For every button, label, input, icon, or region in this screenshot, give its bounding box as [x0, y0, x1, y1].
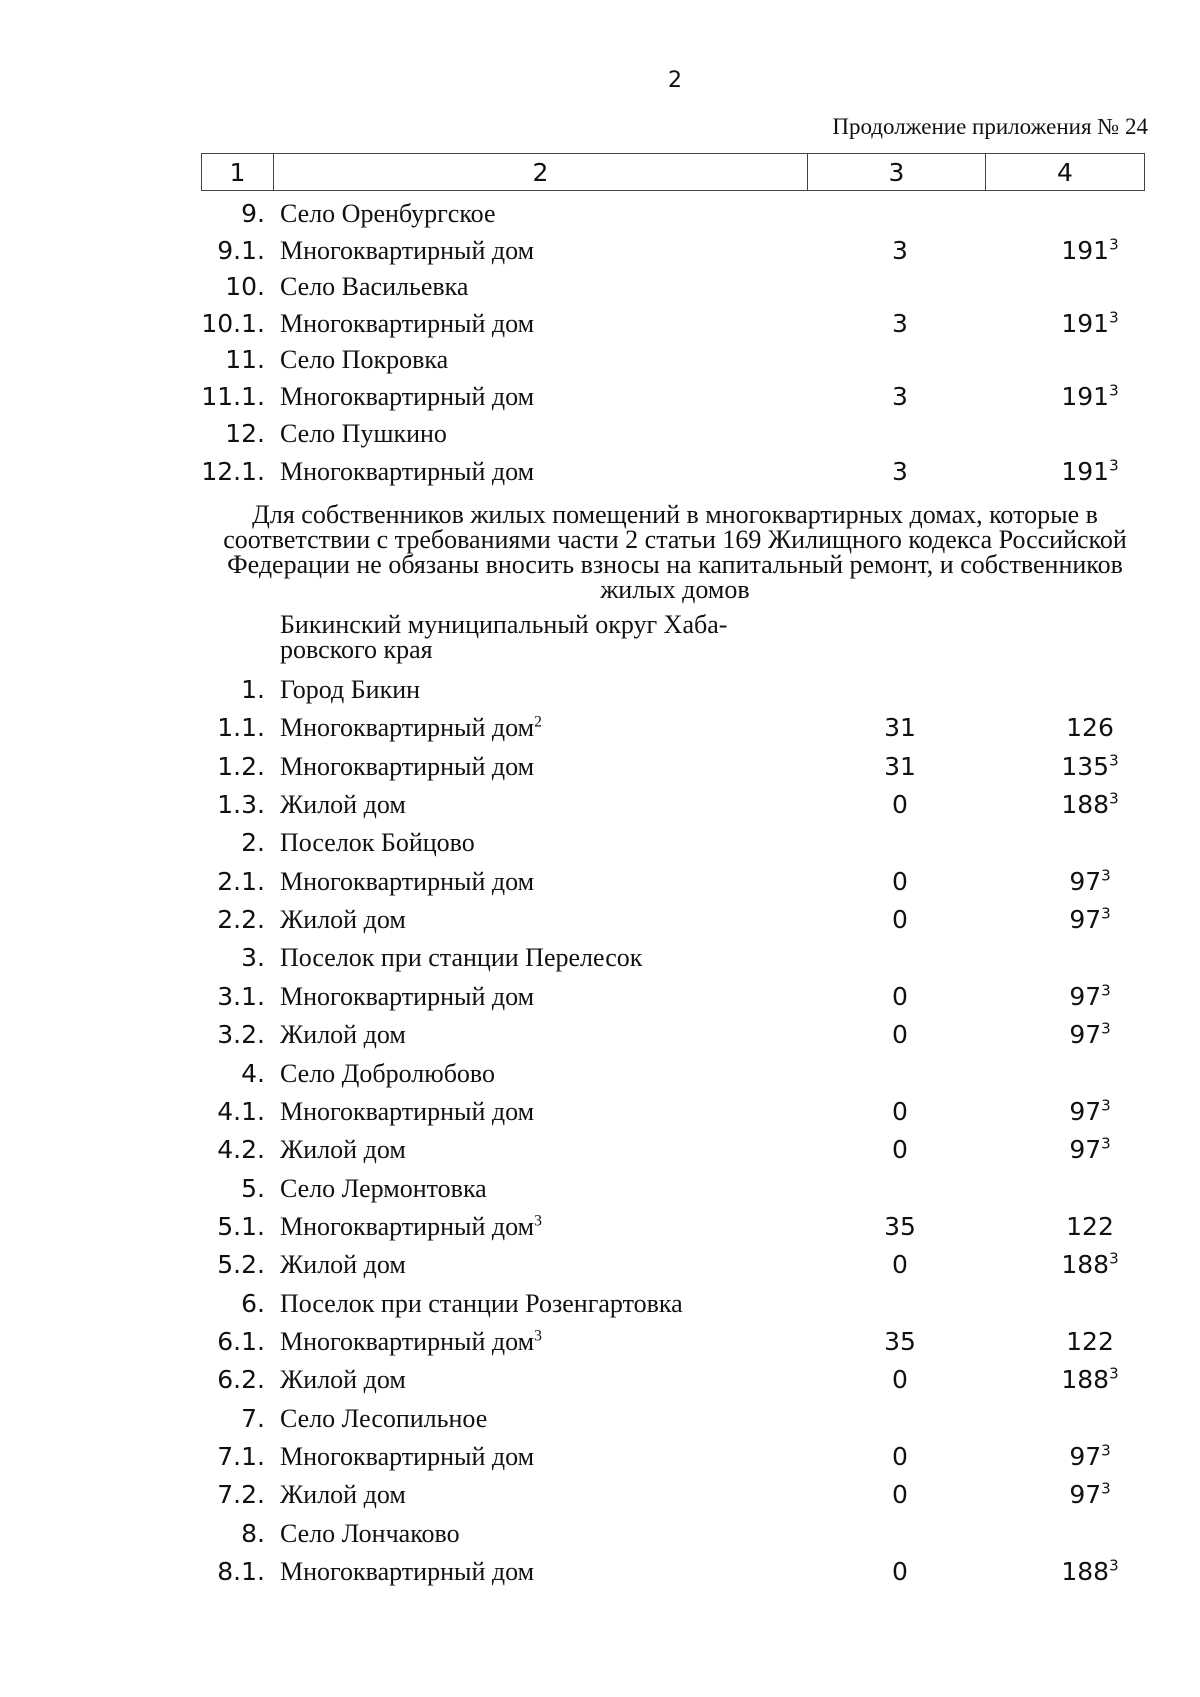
- column-header-row: [202, 154, 1145, 191]
- row-number: 1.3.: [217, 790, 265, 820]
- table-row: [0, 867, 1200, 903]
- row-col3-value: 0: [892, 981, 908, 1011]
- footnote-marker: 2: [534, 713, 542, 731]
- row-col3-value: 0: [892, 1135, 908, 1165]
- row-name: [280, 1174, 487, 1204]
- row-name: [280, 419, 447, 449]
- row-name-text: Многоквартирный дом: [280, 1096, 535, 1126]
- row-number: 6.2.: [217, 1365, 265, 1395]
- table-row: [0, 943, 1200, 979]
- row-col4-text: 97: [1069, 1020, 1102, 1050]
- row-number: 9.: [241, 199, 265, 228]
- table-row: [0, 713, 1200, 749]
- table-row: [0, 457, 1200, 493]
- row-col4-value: [1040, 1135, 1140, 1164]
- row-name-text: Село Оренбургское: [280, 199, 496, 228]
- table-row: [0, 1250, 1200, 1286]
- table-row: [0, 1480, 1200, 1516]
- row-name: [280, 1212, 542, 1242]
- row-number: 7.1.: [217, 1442, 265, 1471]
- footnote-marker: 3: [1109, 308, 1119, 327]
- table-row: [0, 982, 1200, 1018]
- row-name: [280, 943, 642, 973]
- table-row: [0, 1135, 1200, 1171]
- row-name-text: Жилой дом: [280, 1250, 406, 1280]
- row-col4-text: 97: [1069, 1442, 1102, 1471]
- row-col4-value: [1040, 752, 1140, 781]
- row-name: [280, 1365, 406, 1395]
- row-col4-text: 188: [1061, 1557, 1110, 1587]
- row-name: [280, 1059, 495, 1089]
- table-row: [0, 1557, 1200, 1593]
- row-col3-value: 0: [892, 1442, 908, 1471]
- row-number: 3.: [241, 943, 265, 973]
- row-col3-value: 0: [892, 790, 908, 820]
- row-name: [280, 982, 534, 1012]
- table-row: [0, 675, 1200, 711]
- row-col4-value: [1040, 1365, 1140, 1394]
- row-name: [280, 1480, 406, 1510]
- row-col3-value: 3: [892, 382, 908, 411]
- row-number: 2.: [241, 828, 265, 858]
- row-name-text: Поселок при станции Перелесок: [280, 943, 643, 973]
- row-name-text: Многоквартирный дом: [280, 382, 535, 411]
- row-name: [280, 1135, 406, 1165]
- row-name-text: Многоквартирный дом: [280, 751, 535, 781]
- footnote-marker: 3: [1101, 1019, 1111, 1038]
- row-col4-value: [1040, 1442, 1140, 1471]
- table-row: [0, 1442, 1200, 1478]
- row-name-text: Село Покровка: [280, 345, 449, 374]
- row-col4-text: 191: [1061, 457, 1110, 486]
- row-name: [280, 382, 534, 412]
- row-col3-value: 0: [892, 905, 908, 935]
- row-col4-text: 191: [1061, 309, 1110, 338]
- row-name-text: Многоквартирный дом: [280, 713, 535, 743]
- row-number: 5.2.: [217, 1250, 265, 1280]
- row-name-text: Жилой дом: [280, 1365, 406, 1395]
- row-number: 10.1.: [201, 309, 265, 338]
- footnote-marker: 3: [1101, 866, 1111, 885]
- row-name-text: Жилой дом: [280, 1135, 406, 1165]
- continuation-label: Продолжение приложения № 24: [832, 114, 1148, 139]
- row-col4-value: [1040, 905, 1140, 934]
- row-col3-value: 3: [892, 236, 908, 265]
- footnote-marker: 3: [1109, 1364, 1119, 1383]
- row-name-text: Жилой дом: [280, 905, 406, 935]
- row-col4-value: [1040, 790, 1140, 819]
- row-name: [280, 1097, 534, 1127]
- row-number: 9.1.: [217, 236, 265, 265]
- row-col3-value: 35: [884, 1211, 916, 1241]
- page-number: 2: [668, 68, 682, 93]
- row-col4-text: 135: [1061, 751, 1110, 781]
- row-number: 6.: [241, 1288, 265, 1318]
- row-name: [280, 1442, 534, 1472]
- row-name: [280, 905, 406, 935]
- row-number: 12.1.: [201, 457, 265, 486]
- table-row: [0, 1365, 1200, 1401]
- row-name-text: Многоквартирный дом: [280, 981, 535, 1011]
- row-number: 4.: [241, 1058, 265, 1088]
- row-name: [280, 272, 468, 302]
- row-col4-value: [1040, 1020, 1140, 1049]
- row-name-text: Жилой дом: [280, 1020, 406, 1050]
- row-col3-value: 0: [892, 1557, 908, 1587]
- table-row: [0, 1020, 1200, 1056]
- table-row: [0, 752, 1200, 788]
- row-col3-value: 3: [892, 457, 908, 486]
- footnote-marker: 3: [534, 1327, 542, 1345]
- row-col4-text: 188: [1061, 1250, 1110, 1280]
- row-number: 4.2.: [217, 1135, 265, 1165]
- footnote-marker: 3: [1101, 1096, 1111, 1115]
- row-name: [280, 345, 448, 375]
- row-col4-text: 97: [1069, 866, 1102, 896]
- row-number: 5.1.: [217, 1211, 265, 1241]
- row-name: [280, 713, 542, 743]
- column-header-table: [201, 153, 1145, 191]
- district-title: Бикинский муниципальный округ Хаба-ровского края: [280, 610, 728, 664]
- row-name: [280, 675, 420, 705]
- row-col4-value: [1040, 1212, 1140, 1241]
- row-number: 1.2.: [217, 751, 265, 781]
- table-row: [0, 1327, 1200, 1363]
- table-row: [0, 382, 1200, 418]
- row-col3-value: 0: [892, 866, 908, 896]
- footnote-marker: 3: [1109, 381, 1119, 400]
- row-col3-value: 35: [884, 1326, 916, 1356]
- row-number: 10.: [225, 272, 265, 301]
- table-row: [0, 1519, 1200, 1555]
- row-col4-value: [1040, 309, 1140, 338]
- column-header-2: 2: [274, 154, 808, 191]
- footnote-marker: 3: [1101, 1134, 1111, 1153]
- row-col4-text: 97: [1069, 1480, 1102, 1510]
- row-col4-value: [1040, 1557, 1140, 1586]
- row-number: 7.: [241, 1403, 265, 1433]
- table-row: [0, 309, 1200, 345]
- row-col4-value: [1040, 1097, 1140, 1126]
- row-col3-value: 31: [884, 713, 916, 743]
- row-name: [280, 790, 406, 820]
- row-name-text: Многоквартирный дом: [280, 1326, 535, 1356]
- table-row: [0, 1404, 1200, 1440]
- row-name-text: Село Лесопильное: [280, 1403, 488, 1433]
- row-col3-value: 0: [892, 1096, 908, 1126]
- row-col4-value: [1040, 1480, 1140, 1509]
- column-header-1: 1: [202, 154, 274, 191]
- row-name-text: Поселок Бойцово: [280, 828, 475, 858]
- row-number: 11.1.: [201, 382, 265, 411]
- row-number: 2.1.: [217, 866, 265, 896]
- row-name-text: Село Добролюбово: [280, 1058, 496, 1088]
- row-col4-value: [1040, 382, 1140, 411]
- row-col4-text: 191: [1061, 236, 1110, 265]
- row-number: 4.1.: [217, 1096, 265, 1126]
- row-number: 8.1.: [217, 1557, 265, 1587]
- row-name: [280, 828, 475, 858]
- row-number: 1.1.: [217, 713, 265, 743]
- row-col4-text: 97: [1069, 981, 1102, 1011]
- row-col4-text: 97: [1069, 1135, 1102, 1165]
- row-col4-value: [1040, 457, 1140, 486]
- footnote-marker: 3: [534, 1212, 542, 1230]
- row-name: [280, 236, 534, 266]
- row-name-text: Поселок при станции Розенгартовка: [280, 1288, 683, 1318]
- row-name: [280, 867, 534, 897]
- footnote-marker: 3: [1109, 1556, 1119, 1575]
- row-name: [280, 1557, 534, 1587]
- table-row: [0, 345, 1200, 381]
- row-name-text: Многоквартирный дом: [280, 1211, 535, 1241]
- row-col4-value: [1040, 982, 1140, 1011]
- row-name-text: Жилой дом: [280, 790, 406, 820]
- row-name: [280, 752, 534, 782]
- row-name: [280, 199, 496, 229]
- table-row: [0, 790, 1200, 826]
- row-name-text: Многоквартирный дом: [280, 866, 535, 896]
- row-col4-text: 126: [1066, 713, 1114, 743]
- row-name-text: Село Лончаково: [280, 1518, 460, 1548]
- row-col4-value: [1040, 1327, 1140, 1356]
- row-col4-text: 97: [1069, 905, 1102, 935]
- row-col4-text: 97: [1069, 1096, 1102, 1126]
- table-row: [0, 1097, 1200, 1133]
- row-name-text: Многоквартирный дом: [280, 309, 535, 338]
- footnote-marker: 3: [1109, 789, 1119, 808]
- row-col3-value: 31: [884, 751, 916, 781]
- table-row: [0, 1289, 1200, 1325]
- row-number: 7.2.: [217, 1480, 265, 1510]
- footnote-marker: 3: [1101, 1480, 1111, 1499]
- row-col4-text: 122: [1066, 1211, 1114, 1241]
- table-row: [0, 1174, 1200, 1210]
- column-header-4: 4: [986, 154, 1145, 191]
- row-name-text: Город Бикин: [280, 675, 421, 704]
- table-row: [0, 1212, 1200, 1248]
- table-row: [0, 1059, 1200, 1095]
- row-name-text: Село Пушкино: [280, 419, 447, 448]
- row-number: 2.2.: [217, 905, 265, 935]
- row-col3-value: 0: [892, 1365, 908, 1395]
- table-row: [0, 828, 1200, 864]
- row-col3-value: 0: [892, 1480, 908, 1510]
- column-header-3: 3: [808, 154, 986, 191]
- row-number: 5.: [241, 1173, 265, 1203]
- row-name-text: Жилой дом: [280, 1480, 406, 1510]
- table-row: [0, 199, 1200, 235]
- row-col4-value: [1040, 713, 1140, 742]
- row-col4-value: [1040, 236, 1140, 265]
- row-col3-value: 0: [892, 1250, 908, 1280]
- footnote-marker: 3: [1109, 751, 1119, 770]
- table-row: [0, 419, 1200, 455]
- row-col4-text: 122: [1066, 1326, 1114, 1356]
- row-col4-text: 191: [1061, 382, 1110, 411]
- row-number: 3.1.: [217, 981, 265, 1011]
- row-number: 3.2.: [217, 1020, 265, 1050]
- row-number: 1.: [241, 675, 265, 704]
- row-name-text: Село Лермонтовка: [280, 1173, 487, 1203]
- row-name: [280, 457, 534, 487]
- row-name-text: Многоквартирный дом: [280, 457, 535, 486]
- row-col4-text: 188: [1061, 790, 1110, 820]
- row-name-text: Многоквартирный дом: [280, 236, 535, 265]
- footnote-marker: 3: [1101, 904, 1111, 923]
- row-number: 6.1.: [217, 1326, 265, 1356]
- row-col4-value: [1040, 1250, 1140, 1279]
- row-name: [280, 1519, 460, 1549]
- row-number: 12.: [225, 419, 265, 448]
- row-name-text: Многоквартирный дом: [280, 1557, 535, 1587]
- row-number: 8.: [241, 1518, 265, 1548]
- row-name: [280, 1289, 683, 1319]
- footnote-marker: 3: [1109, 235, 1119, 254]
- row-col4-value: [1040, 867, 1140, 896]
- row-col3-value: 3: [892, 309, 908, 338]
- footnote-marker: 3: [1109, 1249, 1119, 1268]
- section-heading: Для собственников жилых помещений в многоквартирных домах, которые в соответствии с требованиями части 2 статьи 169 Жилищного кодекса Российской Федерации не обязаны вносить взносы на капитальный ремонт, и собственников жилых домов: [223, 500, 1127, 604]
- table-row: [0, 236, 1200, 272]
- row-name: [280, 309, 534, 339]
- table-row: [0, 272, 1200, 308]
- row-col3-value: 0: [892, 1020, 908, 1050]
- row-col4-text: 188: [1061, 1365, 1110, 1395]
- table-row: [0, 905, 1200, 941]
- row-name: [280, 1020, 406, 1050]
- footnote-marker: 3: [1101, 981, 1111, 1000]
- row-name: [280, 1250, 406, 1280]
- footnote-marker: 3: [1109, 456, 1119, 475]
- row-name-text: Многоквартирный дом: [280, 1442, 535, 1471]
- row-number: 11.: [225, 345, 265, 374]
- row-name: [280, 1327, 542, 1357]
- row-name-text: Село Васильевка: [280, 272, 469, 301]
- footnote-marker: 3: [1101, 1441, 1111, 1460]
- row-name: [280, 1404, 487, 1434]
